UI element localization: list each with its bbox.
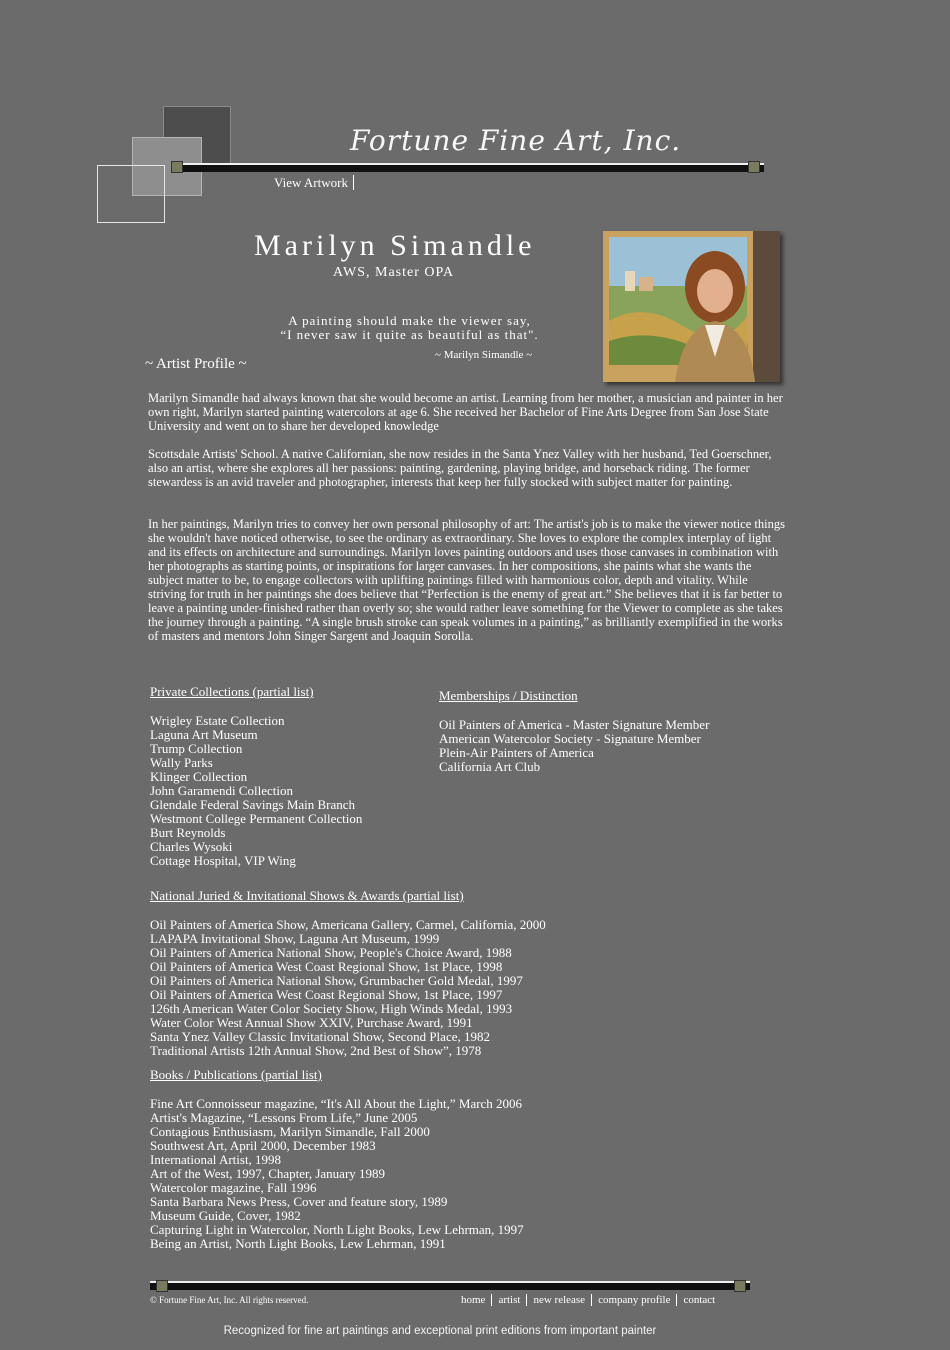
list-item: Art of the West, 1997, Chapter, January 1989 <box>150 1166 386 1181</box>
list-item: Charles Wysoki <box>150 839 233 854</box>
list-item: Being an Artist, North Light Books, Lew Lehrman, 1991 <box>150 1236 446 1251</box>
list-item: Contagious Enthusiasm, Marilyn Simandle, Fall 2000 <box>150 1124 430 1139</box>
private-collections-section <box>150 684 430 868</box>
site-tagline: Recognized for fine art paintings and exceptional print editions from important painter <box>223 1325 657 1337</box>
list-item: Cottage Hospital, VIP Wing <box>150 853 296 868</box>
artist-quote <box>262 314 557 342</box>
shows-list <box>150 918 770 1058</box>
private-collections-list <box>150 714 430 868</box>
list-item: Westmont College Permanent Collection <box>150 811 363 826</box>
list-item: Fine Art Connoisseur magazine, “It's All About the Light,” March 2006 <box>150 1096 523 1111</box>
list-item: International Artist, 1998 <box>150 1152 282 1167</box>
list-item: Museum Guide, Cover, 1982 <box>150 1208 301 1223</box>
list-item: American Watercolor Society - Signature Member <box>439 731 701 746</box>
header-square-outline <box>97 165 165 223</box>
list-item: California Art Club <box>439 759 541 774</box>
shows-heading: National Juried & Invitational Shows & Awards (partial list) <box>150 888 464 903</box>
footer-rule <box>150 1281 750 1290</box>
list-item: Laguna Art Museum <box>150 727 258 742</box>
list-item: Klinger Collection <box>150 769 248 784</box>
artist-quote-line-1: A painting should make the viewer say, <box>288 313 531 328</box>
profile-paragraph-2: Scottsdale Artists' School. A native Californian, she now resides in the Santa Ynez Valley with her husband, Ted Goerschner, also an artist, where she explores all her passions: painting, gardening, playing bridge, and horseback riding. The former stewardess is an avid traveler and photographer, interests that keep her fully stocked with subject matter for painting. <box>148 447 772 489</box>
footer-rule-dot-left <box>156 1280 168 1292</box>
list-item: Oil Painters of America West Coast Regional Show, 1st Place, 1998 <box>150 959 503 974</box>
shows-section <box>150 888 770 1058</box>
footer-nav-company-profile[interactable]: company profile <box>598 1294 671 1306</box>
list-item: Artist's Magazine, “Lessons From Life,” June 2005 <box>150 1110 418 1125</box>
books-section <box>150 1067 770 1251</box>
list-item: Oil Painters of America National Show, People's Choice Award, 1988 <box>150 945 512 960</box>
memberships-section <box>439 688 779 774</box>
artist-name: Marilyn Simandle <box>254 229 536 262</box>
footer-nav <box>461 1294 715 1306</box>
footer-nav-separator <box>491 1294 492 1306</box>
list-item: Oil Painters of America Show, Americana Gallery, Carmel, California, 2000 <box>150 917 546 932</box>
artist-profile-heading: ~ Artist Profile ~ <box>145 356 247 372</box>
nav-view-artwork[interactable]: View Artwork <box>274 175 354 190</box>
memberships-heading: Memberships / Distinction <box>439 688 578 703</box>
profile-paragraph-1: Marilyn Simandle had always known that she would become an artist. Learning from her mother, a musician and painter in her own right, Marilyn started painting watercolors at age 6. She received her Bachelor of Fine Arts Degree from San Jose State University and went on to share her developed knowledge <box>148 391 783 433</box>
footer-nav-separator <box>676 1294 677 1306</box>
footer-nav-artist[interactable]: artist <box>498 1294 521 1306</box>
books-heading: Books / Publications (partial list) <box>150 1067 322 1082</box>
footer-nav-home[interactable]: home <box>461 1294 486 1306</box>
memberships-list <box>439 718 779 774</box>
list-item: Traditional Artists 12th Annual Show, 2nd Best of Show”, 1978 <box>150 1043 482 1058</box>
footer-rule-dot-right <box>734 1280 746 1292</box>
list-item: Oil Painters of America - Master Signature Member <box>439 717 710 732</box>
copyright-text: © Fortune Fine Art, Inc. All rights reserved. <box>150 1295 309 1305</box>
footer-nav-contact[interactable]: contact <box>683 1294 716 1306</box>
profile-paragraph-3: In her paintings, Marilyn tries to convey her own personal philosophy of art: The artist's job is to make the viewer notice things she wouldn't have noticed otherwise, to see the ordinary as extraordinary. She loves to explore the complex interplay of light and its effects on architecture and surroundings. Marilyn loves painting outdoors and uses those canvases in combination with her photographs as starting points, or inspirations for larger canvases. In her compositions, she paints what she wants the subject matter to be, to engage collectors with uplifting paintings filled with harmonious color, depth and vitality. While striving for truth in her paintings she does believe that “Perfection is the enemy of great art.” She believes that it is far better to leave a painting under-finished rather than overly so; she would rather leave something for the Viewer to complete as she takes the journey through a painting. “A single brush stroke can speak volumes in a painting,” as brilliantly exemplified in the works of masters and mentors John Singer Sargent and Joaquin Sorolla. <box>148 517 785 643</box>
list-item: Watercolor magazine, Fall 1996 <box>150 1180 317 1195</box>
footer-nav-separator <box>591 1294 592 1306</box>
footer-nav-new-release[interactable]: new release <box>533 1294 586 1306</box>
list-item: Plein-Air Painters of America <box>439 745 594 760</box>
list-item: Santa Ynez Valley Classic Invitational Show, Second Place, 1982 <box>150 1029 490 1044</box>
artist-portrait-photo <box>603 231 780 382</box>
artist-credentials: AWS, Master OPA <box>333 265 455 280</box>
list-item: Burt Reynolds <box>150 825 226 840</box>
list-item: LAPAPA Invitational Show, Laguna Art Museum, 1999 <box>150 931 440 946</box>
header-rule-dot-left <box>171 161 183 173</box>
list-item: Wrigley Estate Collection <box>150 713 285 728</box>
private-collections-heading: Private Collections (partial list) <box>150 684 314 699</box>
header-rule-dot-right <box>748 161 760 173</box>
list-item: John Garamendi Collection <box>150 783 293 798</box>
artist-quote-line-2: “I never saw it quite as beautiful as that". <box>280 327 539 342</box>
books-list <box>150 1097 770 1251</box>
list-item: Water Color West Annual Show XXIV, Purchase Award, 1991 <box>150 1015 473 1030</box>
list-item: Santa Barbara News Press, Cover and feature story, 1989 <box>150 1194 448 1209</box>
header-rule <box>172 163 764 172</box>
list-item: Southwest Art, April 2000, December 1983 <box>150 1138 376 1153</box>
site-logo[interactable]: Fortune Fine Art, Inc. <box>350 124 682 157</box>
portrait-illustration <box>603 231 780 382</box>
list-item: Glendale Federal Savings Main Branch <box>150 797 356 812</box>
top-nav <box>274 175 354 191</box>
footer-nav-separator <box>526 1294 527 1306</box>
list-item: Oil Painters of America National Show, Grumbacher Gold Medal, 1997 <box>150 973 523 988</box>
list-item: 126th American Water Color Society Show, High Winds Medal, 1993 <box>150 1001 513 1016</box>
list-item: Wally Parks <box>150 755 213 770</box>
quote-attribution: ~ Marilyn Simandle ~ <box>435 349 533 361</box>
list-item: Trump Collection <box>150 741 243 756</box>
list-item: Capturing Light in Watercolor, North Light Books, Lew Lehrman, 1997 <box>150 1222 524 1237</box>
list-item: Oil Painters of America West Coast Regional Show, 1st Place, 1997 <box>150 987 503 1002</box>
